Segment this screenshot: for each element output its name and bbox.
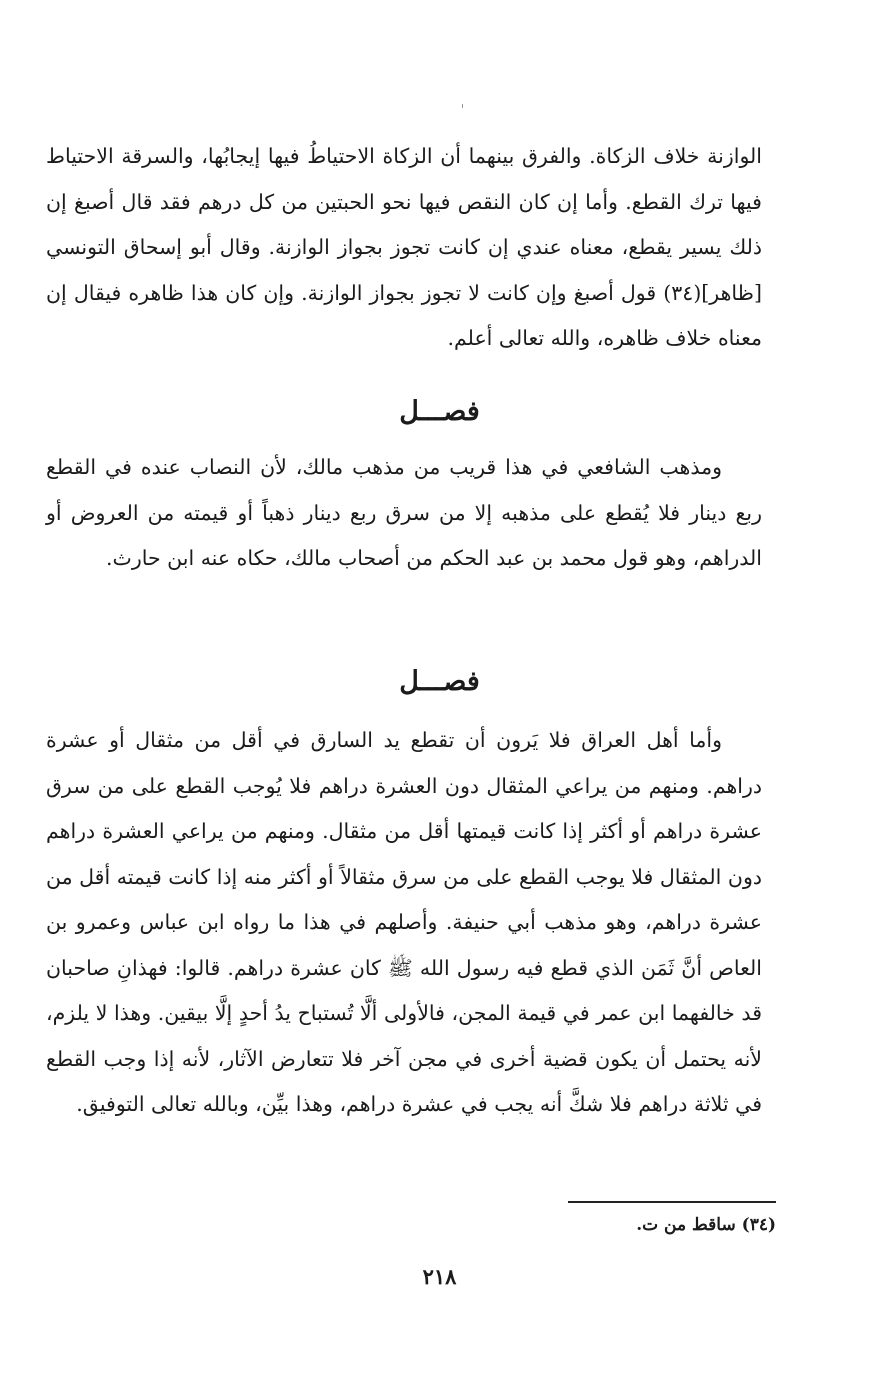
paragraph-1 [46,134,762,362]
top-mark [462,104,463,108]
footnote: (٣٤) ساقط من ت. [636,1215,776,1235]
paragraph-2-text: ومذهب الشافعي في هذا قريب من مذهب مالك، لأن النصاب عنده في القطع ربع دينار فلا يُقطع على مذهبه إلا من سرق ربع دينار ذهباً أو قيمته من العروض أو الدراهم، وهو قول محمد بن عبد الحكم من أصحاب مالك، حكاه عنه ابن حارث. [46,455,762,570]
paragraph-3 [46,718,762,1128]
footnote-separator [568,1201,776,1203]
page-number: ٢١٨ [422,1264,457,1289]
section-heading-1: فصـــل [399,396,480,427]
paragraph-2 [46,445,762,582]
paragraph-1-text: الوازنة خلاف الزكاة. والفرق بينهما أن الزكاة الاحتياطُ فيها إيجابُها، والسرقة الاحتياط فيها ترك القطع. وأما إن كان النقص فيها نحو الحبتين من كل درهم فقد قال أصبغ إن ذلك يسير يقطع، معناه عندي إن كانت تجوز بجواز الوازنة. وقال أبو إسحاق التونسي [ظاهر](٣٤) قول أصبغ وإن كانت لا تجوز بجواز الوازنة. وإن كان هذا ظاهره فيقال إن معناه خلاف ظاهره، والله تعالى أعلم. [46,144,762,350]
paragraph-3-text: وأما أهل العراق فلا يَرون أن تقطع يد السارق في أقل من مثقال أو عشرة دراهم. ومنهم من يراعي المثقال دون العشرة دراهم فلا يُوجب القطع على من سرق عشرة دراهم أو أكثر إذا كانت قيمتها أقل من مثقال. ومنهم من يراعي العشرة دراهم دون المثقال فلا يوجب القطع على من سرق مثقالاً أو أكثر منه إذا كانت قيمته أقل من عشرة دراهم، وهو مذهب أبي حنيفة. وأصلهم في هذا ما رواه ابن عباس وعمرو بن العاص أنَّ ثَمَن الذي قطع فيه رسول الله ﷺ كان عشرة دراهم. قالوا: فهذانِ صاحبان قد خالفهما ابن عمر في قيمة المجن، فالأولى ألَّا تُستباح يدُ أحدٍ إلَّا بيقين. وهذا لا يلزم، لأنه يحتمل أن يكون قضية أخرى في مجن آخر فلا تتعارض الآثار، لأنه إذا وجب القطع في ثلاثة دراهم فلا شكَّ أنه يجب في عشرة دراهم، وهذا بيِّن، وبالله تعالى التوفيق. [46,728,762,1116]
section-heading-2: فصـــل [399,666,480,697]
